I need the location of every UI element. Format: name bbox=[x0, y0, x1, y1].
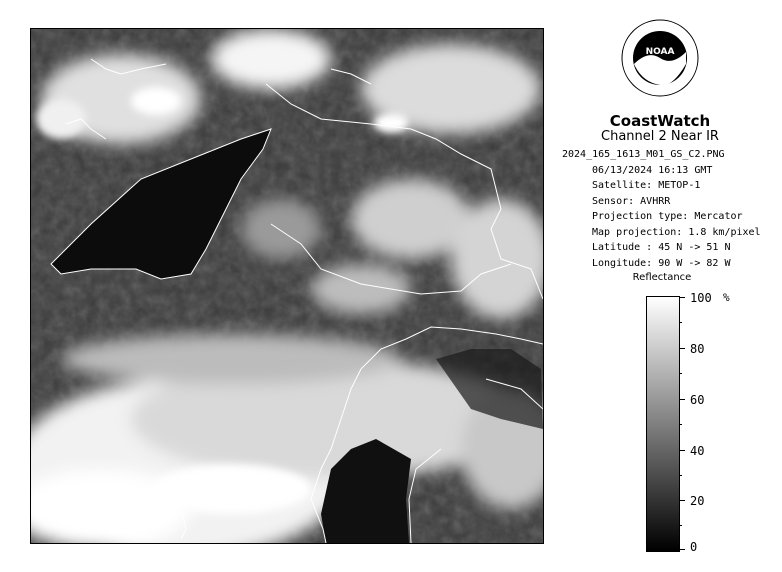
colorbar-unit: % bbox=[723, 291, 730, 304]
sensor-name: Sensor: AVHRR bbox=[592, 195, 671, 207]
latitude-range: Latitude : 45 N -> 51 N bbox=[592, 242, 731, 253]
colorbar-tick bbox=[679, 399, 685, 400]
colorbar-tick-label: 20 bbox=[690, 494, 705, 508]
colorbar-tick bbox=[679, 348, 685, 349]
noaa-logo-icon bbox=[620, 18, 700, 98]
projection-type: Projection type: Mercator bbox=[592, 211, 743, 222]
colorbar-tick bbox=[679, 450, 685, 451]
colorbar-tick-label: 40 bbox=[690, 444, 705, 458]
colorbar-tick-label: 60 bbox=[690, 393, 705, 407]
longitude-range: Longitude: 90 W -> 82 W bbox=[592, 257, 731, 269]
noaa-logo-text: NOAA bbox=[645, 47, 675, 57]
colorbar-tick-label: 80 bbox=[690, 342, 705, 356]
colorbar-minor-tick bbox=[679, 373, 682, 374]
colorbar-tick-label: 100 bbox=[690, 291, 712, 305]
colorbar-tick bbox=[679, 549, 685, 550]
satellite-name: Satellite: METOP-1 bbox=[592, 180, 701, 191]
image-metadata bbox=[562, 147, 772, 271]
colorbar-minor-tick bbox=[679, 424, 682, 425]
reflectance-colorbar bbox=[646, 296, 680, 552]
satellite-image-map bbox=[30, 28, 544, 544]
acquisition-datetime: 06/13/2024 16:13 GMT bbox=[592, 164, 713, 176]
map-resolution: Map projection: 1.8 km/pixel bbox=[592, 226, 761, 238]
product-title: CoastWatch bbox=[609, 112, 711, 130]
colorbar-minor-tick bbox=[679, 322, 682, 323]
colorbar-tick bbox=[679, 297, 685, 298]
colorbar-minor-tick bbox=[679, 475, 682, 476]
colorbar-minor-tick bbox=[679, 525, 682, 526]
colorbar-tick bbox=[679, 500, 685, 501]
colorbar-tick-label: 0 bbox=[690, 540, 698, 554]
channel-subtitle: Channel 2 Near IR bbox=[601, 129, 719, 144]
colorbar-label: Reflectance bbox=[632, 272, 692, 283]
filename: 2024_165_1613_M01_GS_C2.PNG bbox=[562, 149, 725, 160]
